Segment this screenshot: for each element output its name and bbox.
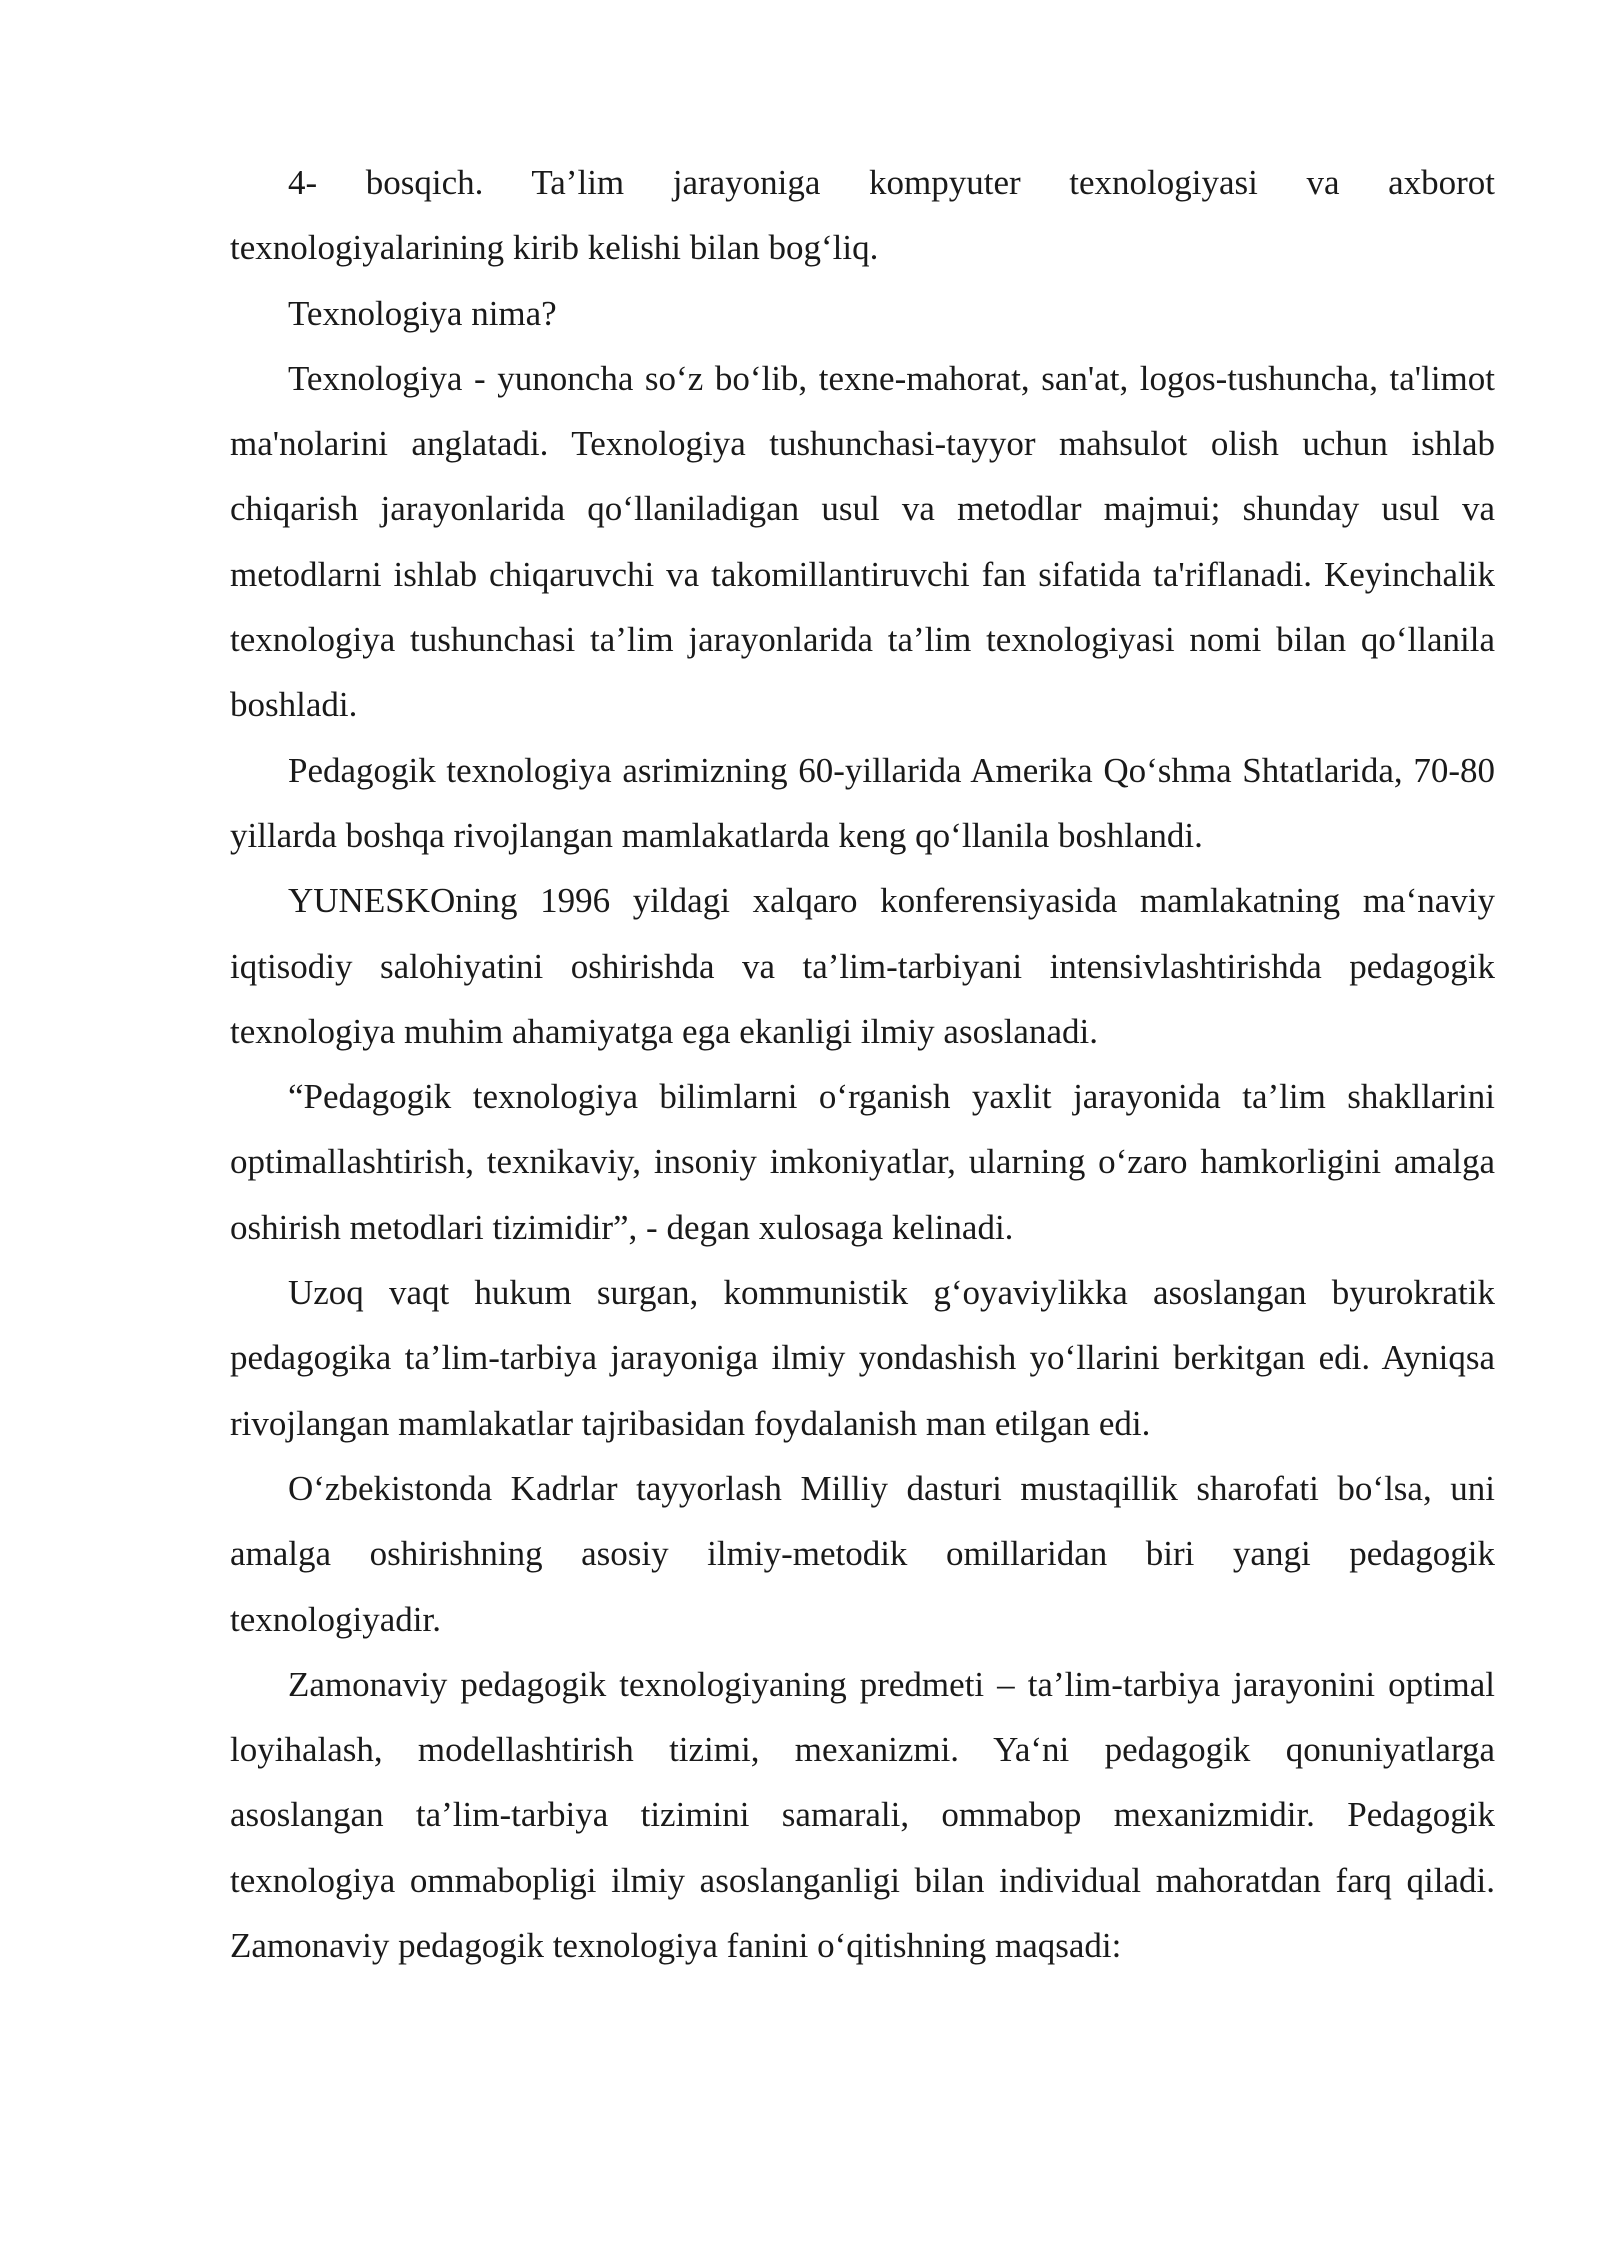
paragraph: Zamonaviy pedagogik texnologiyaning predmeti – ta’lim-tarbiya jarayonini optimal loyihalash, modellashtirish tizimi, mexanizmi. Ya‘ni pedagogik qonuniyatlarga asoslangan ta’lim-tarbiya tizimini samarali, ommabop mexanizmidir. Pedagogik texnologiya ommabopligi ilmiy asoslanganligi bilan individual mahoratdan farq qiladi. Zamonaviy pedagogik texnologiya fanini o‘qitishning maqsadi: bbox=[230, 1664, 1495, 1966]
paragraph: Uzoq vaqt hukum surgan, kommunistik g‘oyaviylikka asoslangan byurokratik pedagogika ta’lim-tarbiya jarayoniga ilmiy yondashish yo‘llarini berkitgan edi. Ayniqsa rivojlangan mamlakatlar tajribasidan foydalanish man etilgan edi. bbox=[230, 1273, 1495, 1443]
document-body bbox=[230, 150, 1495, 1978]
paragraph: YUNESKOning 1996 yildagi xalqaro konferensiyasida mamlakatning ma‘naviy iqtisodiy salohiyatini oshirishda va ta’lim-tarbiyani intensivlashtirishda pedagogik texnologiya muhim ahamiyatga ega ekanligi ilmiy asoslanadi. bbox=[230, 881, 1495, 1051]
paragraph: 4- bosqich. Ta’lim jarayoniga kompyuter texnologiyasi va axborot texnologiyalarining kirib kelishi bilan bog‘liq. bbox=[230, 163, 1495, 268]
paragraph: Texnologiya - yunoncha so‘z bo‘lib, texne-mahorat, san'at, logos-tushuncha, ta'limot ma'nolarini anglatadi. Texnologiya tushunchasi-tayyor mahsulot olish uchun ishlab chiqarish jarayonlarida qo‘llaniladigan usul va metodlar majmui; shunday usul va metodlarni ishlab chiqaruvchi va takomillantiruvchi fan sifatida ta'riflanadi. Keyinchalik texnologiya tushunchasi ta’lim jarayonlarida ta’lim texnologiyasi nomi bilan qo‘llanila boshladi. bbox=[230, 358, 1495, 725]
paragraph: Texnologiya nima? bbox=[288, 293, 557, 333]
paragraph: “Pedagogik texnologiya bilimlarni o‘rganish yaxlit jarayonida ta’lim shakllarini optimallashtirish, texnikaviy, insoniy imkoniyatlar, ularning o‘zaro hamkorligini amalga oshirish metodlari tizimidir”, - degan xulosaga kelinadi. bbox=[230, 1077, 1495, 1247]
paragraph: O‘zbekistonda Kadrlar tayyorlash Milliy dasturi mustaqillik sharofati bo‘lsa, uni amalga oshirishning asosiy ilmiy-metodik omillaridan biri yangi pedagogik texnologiyadir. bbox=[230, 1468, 1495, 1639]
paragraph: Pedagogik texnologiya asrimizning 60-yillarida Amerika Qo‘shma Shtatlarida, 70-80 yillarda boshqa rivojlangan mamlakatlarda keng qo‘llanila boshlandi. bbox=[230, 750, 1495, 855]
